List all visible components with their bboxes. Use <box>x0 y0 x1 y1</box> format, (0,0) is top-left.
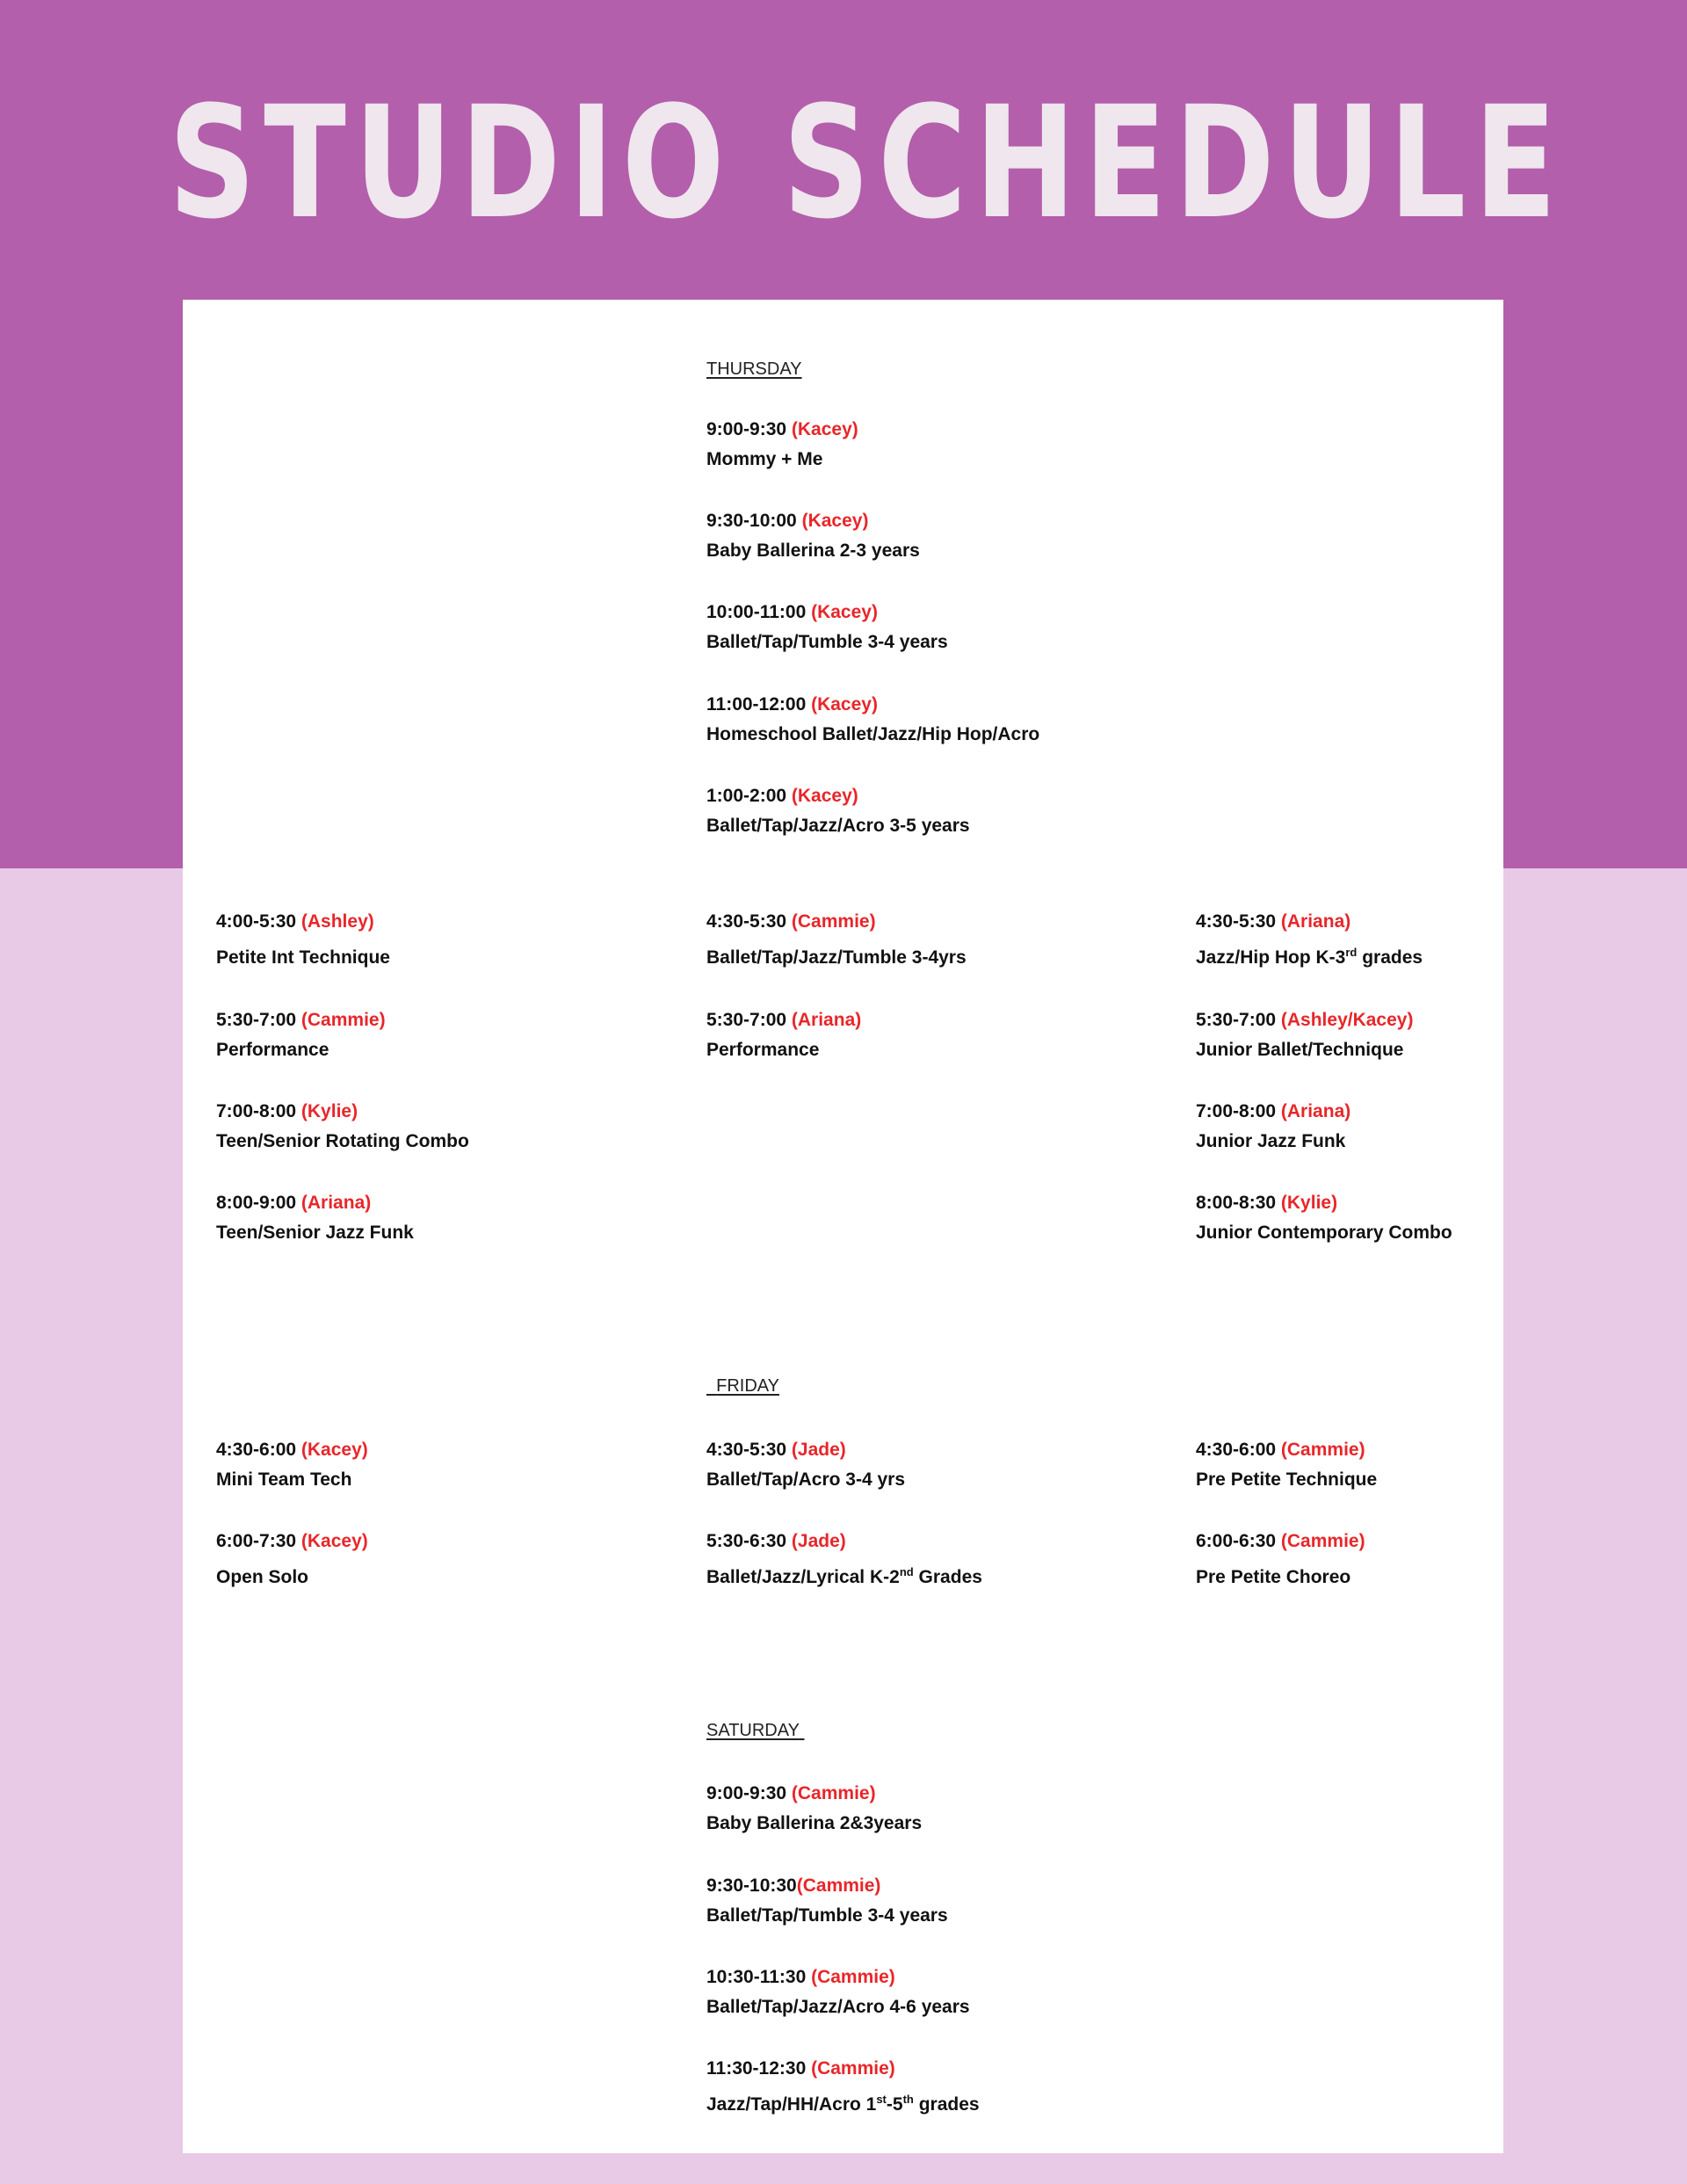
class-time: 8:00-8:30 (Kylie) <box>1196 1193 1338 1213</box>
class-time: 1:00-2:00 (Kacey) <box>706 786 858 806</box>
class-slot <box>706 781 970 841</box>
class-time: 10:00-11:00 (Kacey) <box>706 602 878 622</box>
saturday-heading: SATURDAY <box>706 1721 800 1740</box>
class-name: Mommy + Me <box>706 449 823 469</box>
class-slot <box>1196 1188 1452 1248</box>
class-name: Ballet/Tap/Jazz/Tumble 3-4yrs <box>706 947 967 968</box>
class-time: 9:30-10:30(Cammie) <box>706 1876 881 1896</box>
class-name: Open Solo <box>216 1567 308 1587</box>
page-title: STUDIO SCHEDULE <box>169 73 1565 253</box>
teacher-name: (Cammie) <box>1280 1440 1365 1460</box>
class-name: Performance <box>216 1040 329 1060</box>
class-time: 11:00-12:00 (Kacey) <box>706 694 878 715</box>
class-name: Ballet/Jazz/Lyrical K-2nd Grades <box>706 1565 982 1587</box>
class-name: Teen/Senior Jazz Funk <box>216 1223 414 1243</box>
class-slot <box>216 1097 469 1157</box>
teacher-name: (Kylie) <box>300 1101 358 1121</box>
teacher-name: (Cammie) <box>1280 1531 1365 1551</box>
class-time: 4:30-5:30 (Cammie) <box>706 911 876 932</box>
class-time: 11:30-12:30 (Cammie) <box>706 2058 895 2079</box>
class-slot <box>1196 1527 1365 1599</box>
class-name: Performance <box>706 1040 820 1060</box>
class-name: Mini Team Tech <box>216 1469 352 1490</box>
class-time: 7:00-8:00 (Kylie) <box>216 1101 358 1121</box>
class-slot <box>706 1779 922 1839</box>
class-time: 4:30-5:30 (Ariana) <box>1196 911 1351 932</box>
class-time: 9:00-9:30 (Kacey) <box>706 419 858 439</box>
teacher-name: (Cammie) <box>791 1783 876 1803</box>
class-name: Petite Int Technique <box>216 947 390 968</box>
class-time: 5:30-7:00 (Ariana) <box>706 1010 862 1030</box>
class-slot <box>216 1188 414 1248</box>
class-time: 5:30-7:00 (Cammie) <box>216 1010 386 1030</box>
teacher-name: (Cammie) <box>811 1967 895 1987</box>
teacher-name: (Kylie) <box>1280 1193 1338 1213</box>
class-time: 7:00-8:00 (Ariana) <box>1196 1101 1351 1121</box>
class-time: 10:30-11:30 (Cammie) <box>706 1967 895 1987</box>
class-time: 5:30-7:00 (Ashley/Kacey) <box>1196 1010 1414 1030</box>
class-slot <box>216 1527 368 1599</box>
teacher-name: (Cammie) <box>796 1876 881 1896</box>
teacher-name: (Cammie) <box>791 911 876 932</box>
class-slot <box>706 415 858 475</box>
class-name: Ballet/Tap/Acro 3-4 yrs <box>706 1469 906 1490</box>
teacher-name: (Ariana) <box>1280 911 1351 932</box>
class-name: Teen/Senior Rotating Combo <box>216 1131 469 1151</box>
class-slot <box>706 1871 948 1931</box>
class-time: 8:00-9:00 (Ariana) <box>216 1193 372 1213</box>
class-slot <box>706 1005 861 1065</box>
class-slot <box>216 1435 368 1495</box>
class-slot <box>706 2054 980 2126</box>
class-slot <box>1196 1435 1377 1495</box>
class-time: 4:30-5:30 (Jade) <box>706 1440 846 1460</box>
class-time: 5:30-6:30 (Jade) <box>706 1531 846 1551</box>
friday-heading: FRIDAY <box>716 1376 779 1396</box>
class-slot <box>706 598 948 657</box>
class-slot <box>706 506 920 566</box>
class-name: Homeschool Ballet/Jazz/Hip Hop/Acro <box>706 724 1040 744</box>
class-time: 6:00-7:30 (Kacey) <box>216 1531 368 1551</box>
teacher-name: (Kacey) <box>791 419 858 439</box>
thursday-heading: THURSDAY <box>706 359 802 379</box>
teacher-name: (Jade) <box>791 1531 846 1551</box>
class-slot <box>216 1005 386 1065</box>
class-name: Pre Petite Technique <box>1196 1469 1378 1490</box>
class-slot <box>706 1527 982 1599</box>
class-name: Jazz/Tap/HH/Acro 1st-5th grades <box>706 2093 980 2115</box>
class-slot <box>1196 1005 1413 1065</box>
class-slot <box>706 1963 970 2022</box>
class-time: 4:30-6:00 (Cammie) <box>1196 1440 1365 1460</box>
teacher-name: (Jade) <box>791 1440 846 1460</box>
teacher-name: (Ariana) <box>1280 1101 1351 1121</box>
class-time: 9:30-10:00 (Kacey) <box>706 511 869 531</box>
class-slot <box>706 907 967 979</box>
class-name: Jazz/Hip Hop K-3rd grades <box>1196 946 1423 968</box>
class-slot <box>706 690 1039 750</box>
teacher-name: (Cammie) <box>300 1010 386 1030</box>
class-name: Ballet/Tap/Jazz/Acro 3-5 years <box>706 816 970 836</box>
teacher-name: (Kacey) <box>300 1440 368 1460</box>
class-name: Ballet/Tap/Jazz/Acro 4-6 years <box>706 1997 970 2017</box>
class-time: 4:30-6:00 (Kacey) <box>216 1440 368 1460</box>
class-name: Baby Ballerina 2&3years <box>706 1813 923 1833</box>
teacher-name: (Kacey) <box>811 602 878 622</box>
class-name: Pre Petite Choreo <box>1196 1567 1351 1587</box>
class-name: Junior Ballet/Technique <box>1196 1040 1404 1060</box>
class-name: Junior Jazz Funk <box>1196 1131 1346 1151</box>
teacher-name: (Ariana) <box>300 1193 372 1213</box>
class-name: Ballet/Tap/Tumble 3-4 years <box>706 1905 948 1926</box>
class-slot <box>216 907 390 979</box>
class-slot <box>706 1435 905 1495</box>
class-slot <box>1196 1097 1350 1157</box>
class-name: Junior Contemporary Combo <box>1196 1223 1452 1243</box>
teacher-name: (Ariana) <box>791 1010 862 1030</box>
teacher-name: (Kacey) <box>300 1531 368 1551</box>
class-time: 4:00-5:30 (Ashley) <box>216 911 374 932</box>
teacher-name: (Kacey) <box>801 511 869 531</box>
teacher-name: (Cammie) <box>811 2058 895 2079</box>
teacher-name: (Kacey) <box>791 786 858 806</box>
schedule-sheet <box>183 300 1503 2153</box>
teacher-name: (Ashley) <box>300 911 374 932</box>
class-slot <box>1196 907 1423 979</box>
class-time: 6:00-6:30 (Cammie) <box>1196 1531 1365 1551</box>
teacher-name: (Ashley/Kacey) <box>1280 1010 1414 1030</box>
class-name: Baby Ballerina 2-3 years <box>706 541 920 561</box>
teacher-name: (Kacey) <box>811 694 878 715</box>
class-name: Ballet/Tap/Tumble 3-4 years <box>706 632 948 652</box>
class-time: 9:00-9:30 (Cammie) <box>706 1783 876 1803</box>
